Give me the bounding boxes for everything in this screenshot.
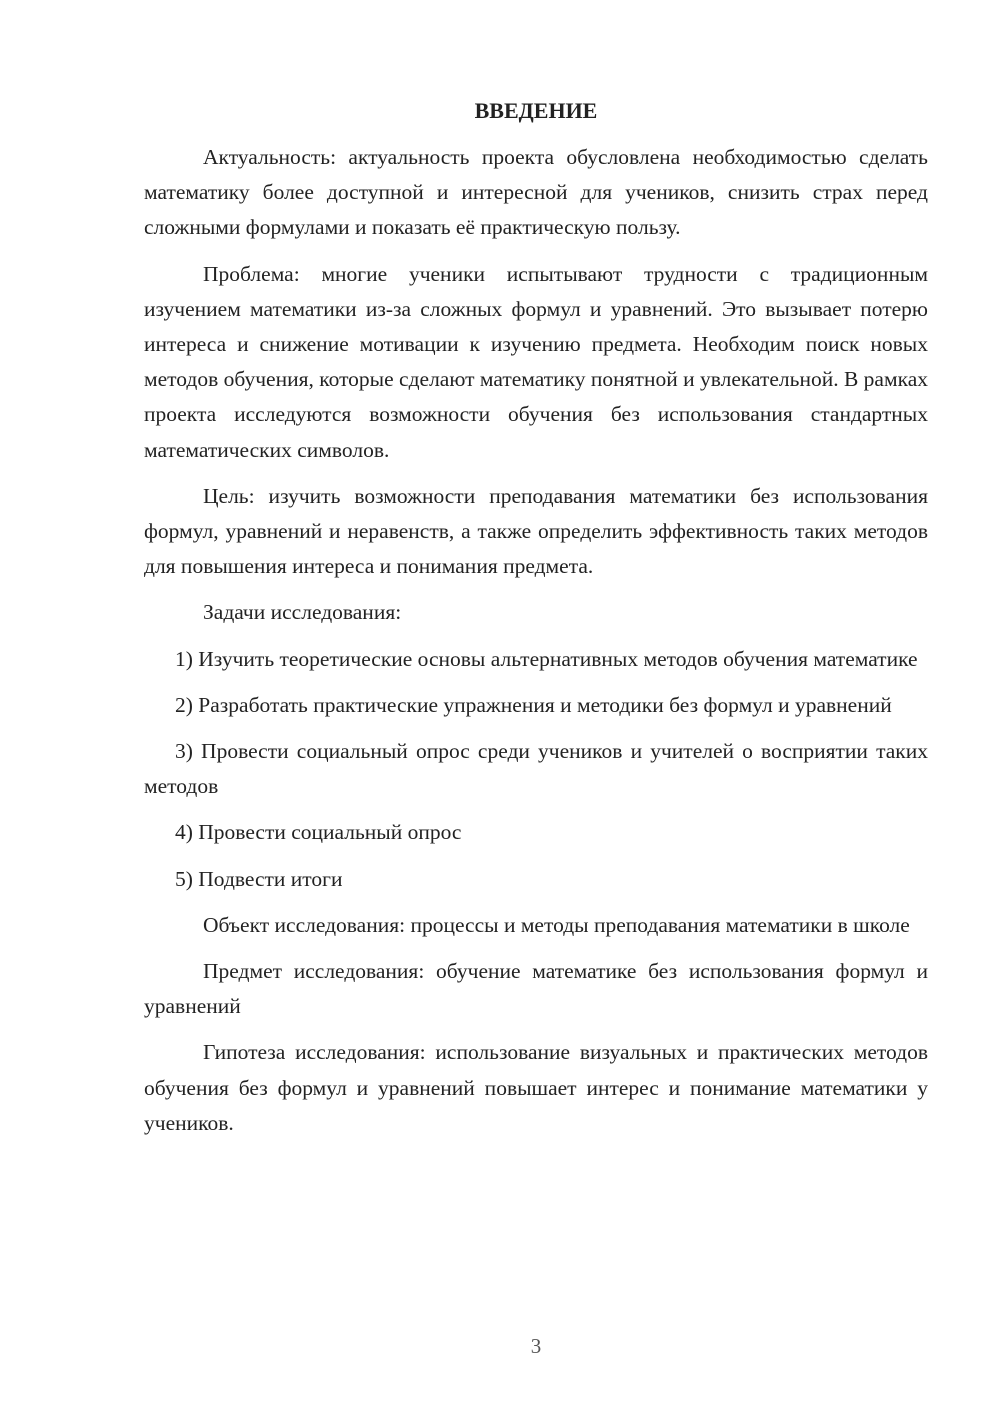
- tasks-list: [144, 642, 928, 897]
- subject-paragraph: Предмет исследования: обучение математике без использования формул и уравнений: [144, 959, 928, 1019]
- task-item: 5) Подвести итоги: [175, 866, 343, 891]
- page-content: [144, 94, 928, 1152]
- tasks-intro-paragraph: Задачи исследования:: [203, 600, 402, 625]
- task-item: 3) Провести социальный опрос среди учеников и учителей о восприятии таких методов: [144, 739, 928, 799]
- object-paragraph: Объект исследования: процессы и методы преподавания математики в школе: [203, 912, 910, 937]
- goal-paragraph: Цель: изучить возможности преподавания математики без использования формул, уравнений и неравенств, а также определить эффективность таких методов для повышения интереса и понимания предмета.: [144, 483, 928, 579]
- hypothesis-paragraph: Гипотеза исследования: использование визуальных и практических методов обучения без формул и уравнений повышает интерес и понимание математики у учеников.: [144, 1040, 928, 1135]
- problem-paragraph: Проблема: многие ученики испытывают трудности с традиционным изучением математики из-за сложных формул и уравнений. Это вызывает потерю интереса и снижение мотивации к изучению предмета. Необходим поиск новых методов обучения, которые сделают математику понятной и увлекательной. В рамках проекта исследуются возможности обучения без использования стандартных математических символов.: [144, 261, 928, 462]
- page-number: 3: [530, 1334, 542, 1358]
- section-heading: ВВЕДЕНИЕ: [474, 98, 598, 123]
- relevance-paragraph: Актуальность: актуальность проекта обусловлена необходимостью сделать математику более доступной и интересной для учеников, снизить страх перед сложными формулами и показать её практическую пользу.: [144, 145, 928, 240]
- task-item: 2) Разработать практические упражнения и методики без формул и уравнений: [175, 692, 892, 717]
- task-item: 1) Изучить теоретические основы альтернативных методов обучения математике: [175, 646, 918, 671]
- task-item: 4) Провести социальный опрос: [175, 820, 462, 845]
